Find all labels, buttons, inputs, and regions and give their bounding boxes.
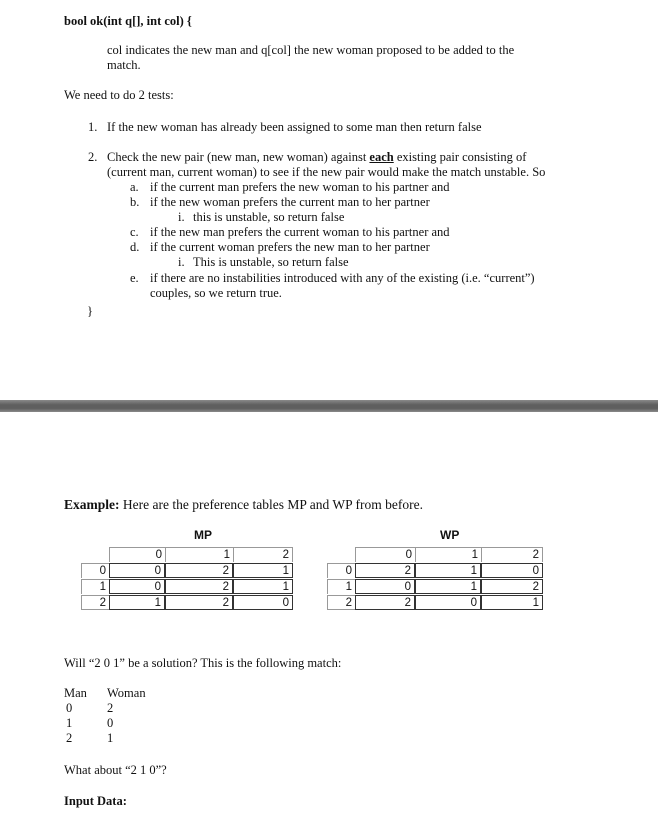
test-2-emphasis: each — [369, 150, 394, 164]
question-1: Will “2 0 1” be a solution? This is the following match: — [64, 656, 342, 670]
step-a-label: a. — [130, 180, 139, 194]
step-c-text: if the new man prefers the current woman to his partner and — [150, 225, 450, 239]
test-2-line-1 — [107, 150, 526, 165]
wp-cell: 0 — [481, 563, 543, 578]
mp-col-header: 0 — [109, 547, 165, 562]
mp-cell: 1 — [233, 563, 293, 578]
step-e-label: e. — [130, 271, 139, 285]
mp-row-header: 2 — [81, 595, 109, 610]
mp-cell: 2 — [165, 563, 233, 578]
match-man: 1 — [66, 716, 73, 730]
match-woman: 0 — [107, 716, 114, 730]
wp-cell: 0 — [355, 579, 415, 594]
test-2-line-1-post: existing pair consisting of — [393, 150, 527, 164]
match-man-header: Man — [64, 686, 87, 700]
wp-cell: 1 — [415, 579, 481, 594]
test-1-number: 1. — [88, 120, 98, 134]
step-e-line-2: couples, so we return true. — [150, 286, 282, 300]
mp-cell: 0 — [233, 595, 293, 610]
closing-brace: } — [87, 304, 93, 318]
mp-col-header: 1 — [165, 547, 233, 562]
step-d-i-label: i. — [178, 255, 185, 269]
step-a-text: if the current man prefers the new woman to his partner and — [150, 180, 450, 194]
wp-cell: 2 — [355, 595, 415, 610]
test-1-text: If the new woman has already been assigned to some man then return false — [107, 120, 482, 134]
mp-cell: 1 — [109, 595, 165, 610]
wp-table-title: WP — [440, 528, 460, 542]
function-signature: bool ok(int q[], int col) { — [64, 14, 192, 28]
wp-cell: 2 — [481, 579, 543, 594]
step-d-label: d. — [130, 240, 140, 254]
example-label: Example: — [64, 497, 120, 512]
wp-col-header: 1 — [415, 547, 481, 562]
wp-cell: 2 — [355, 563, 415, 578]
step-d-i-text: This is unstable, so return false — [193, 255, 349, 269]
wp-cell: 0 — [415, 595, 481, 610]
step-d-text: if the current woman prefers the new man to her partner — [150, 240, 430, 254]
step-b-text: if the new woman prefers the current man to her partner — [150, 195, 430, 209]
wp-row-header: 0 — [327, 563, 355, 578]
tests-intro: We need to do 2 tests: — [64, 88, 174, 102]
test-2-line-2: (current man, current woman) to see if the new pair would make the match unstable. So — [107, 165, 546, 179]
mp-cell: 2 — [165, 595, 233, 610]
wp-cell: 1 — [481, 595, 543, 610]
intro-line-2: match. — [107, 58, 141, 72]
test-2-number: 2. — [88, 150, 98, 164]
wp-col-header: 2 — [481, 547, 543, 562]
step-c-label: c. — [130, 225, 139, 239]
wp-cell: 1 — [415, 563, 481, 578]
match-man: 0 — [66, 701, 73, 715]
intro-line-1: col indicates the new man and q[col] the new woman proposed to be added to the — [107, 43, 515, 57]
step-e-line-1: if there are no instabilities introduced with any of the existing (i.e. “current”) — [150, 271, 535, 285]
input-data-label: Input Data: — [64, 794, 127, 808]
test-2-line-1-pre: Check the new pair (new man, new woman) against — [107, 150, 370, 164]
match-woman: 1 — [107, 731, 114, 745]
match-woman-header: Woman — [107, 686, 146, 700]
step-b-i-text: this is unstable, so return false — [193, 210, 345, 224]
match-man: 2 — [66, 731, 73, 745]
match-woman: 2 — [107, 701, 114, 715]
wp-col-header: 0 — [355, 547, 415, 562]
page-break-divider — [0, 400, 658, 412]
mp-cell: 2 — [165, 579, 233, 594]
example-heading — [64, 497, 423, 512]
mp-col-header: 2 — [233, 547, 293, 562]
mp-cell: 0 — [109, 563, 165, 578]
step-b-i-label: i. — [178, 210, 185, 224]
step-b-label: b. — [130, 195, 140, 209]
mp-cell: 0 — [109, 579, 165, 594]
mp-row-header: 0 — [81, 563, 109, 578]
mp-row-header: 1 — [81, 579, 109, 594]
example-text: Here are the preference tables MP and WP from before. — [119, 497, 423, 512]
question-2: What about “2 1 0”? — [64, 763, 167, 777]
mp-cell: 1 — [233, 579, 293, 594]
wp-row-header: 1 — [327, 579, 355, 594]
wp-row-header: 2 — [327, 595, 355, 610]
mp-table-title: MP — [194, 528, 212, 542]
